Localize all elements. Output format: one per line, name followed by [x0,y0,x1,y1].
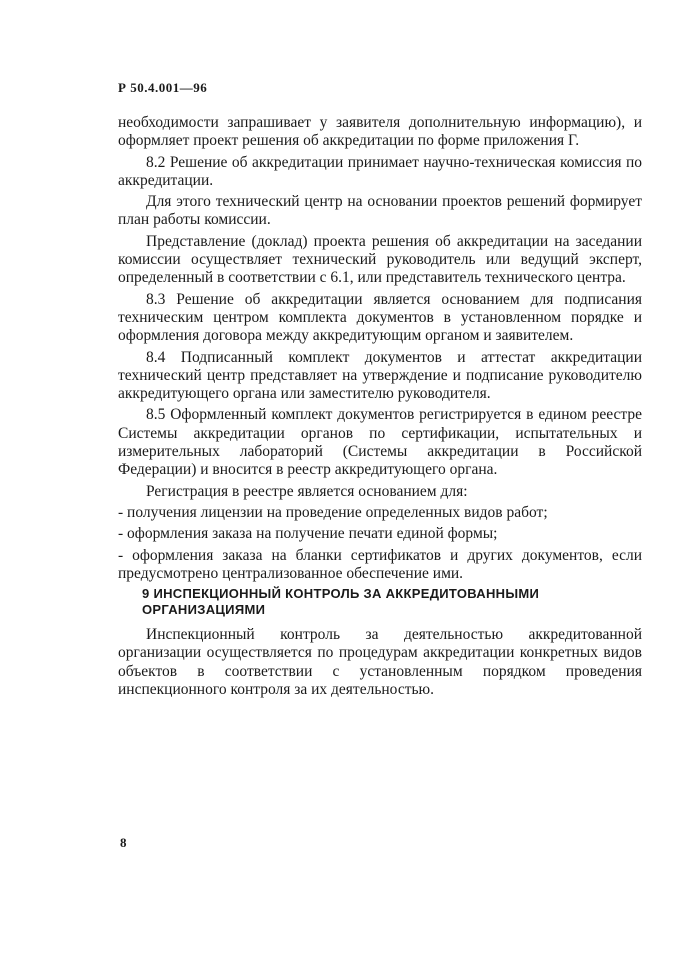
paragraph-8-4: 8.4 Подписанный комплект документов и аттестат аккредитации технический центр представляет на утверждение и подписание руководителю аккредитующего органа или заместителю руководителя. [118,348,642,403]
paragraph-continuation: необходимости запрашивает у заявителя дополнительную информацию), и оформляет проект решения об аккредитации по форме приложения Г. [118,114,642,150]
paragraph-section-9: Инспекционный контроль за деятельностью аккредитованной организации осуществляется по процедурам аккредитации конкретных видов объектов в соответствии с установленным порядком проведения инспекционного контроля за их деятельностью. [118,626,642,698]
paragraph-8-5: 8.5 Оформленный комплект документов регистрируется в едином реестре Системы аккредитации органов по сертификации, испытательных и измерительных лабораторий (Системы аккредитации в Российской Федерации) и вносится в реестр аккредитующего органа. [118,406,642,479]
section-9-body [118,626,642,699]
paragraph-8-2-plan: Для этого технический центр на основании проектов решений формирует план работы комиссии. [118,193,642,229]
paragraph-8-2-report: Представление (доклад) проекта решения об аккредитации на заседании комиссии осуществляет технический руководитель или ведущий эксперт, определенный в соответствии с 6.1, или представитель технического центра. [118,232,642,287]
list-item: - оформления заказа на бланки сертификатов и других документов, если предусмотрено централизованное обеспечение ими. [118,546,642,582]
section-9-heading: 9 ИНСПЕКЦИОННЫЙ КОНТРОЛЬ ЗА АККРЕДИТОВАННЫМИ ОРГАНИЗАЦИЯМИ [142,586,540,617]
document-code: Р 50.4.001—96 [118,80,208,95]
paragraph-registration: Регистрация в реестре является основанием для: [146,482,468,500]
paragraph-8-3: 8.3 Решение об аккредитации является основанием для подписания техническим центром комплекта документов в установленном порядке и оформления договора между аккредитующим органом и заявителем. [118,290,642,345]
list-item: - получения лицензии на проведение определенных видов работ; [118,503,548,521]
page-number: 8 [120,835,127,850]
paragraph-8-2: 8.2 Решение об аккредитации принимает научно-техническая комиссия по аккредитации. [118,153,642,189]
list-item: - оформления заказа на получение печати единой формы; [118,525,498,543]
section-8-body [118,114,642,586]
